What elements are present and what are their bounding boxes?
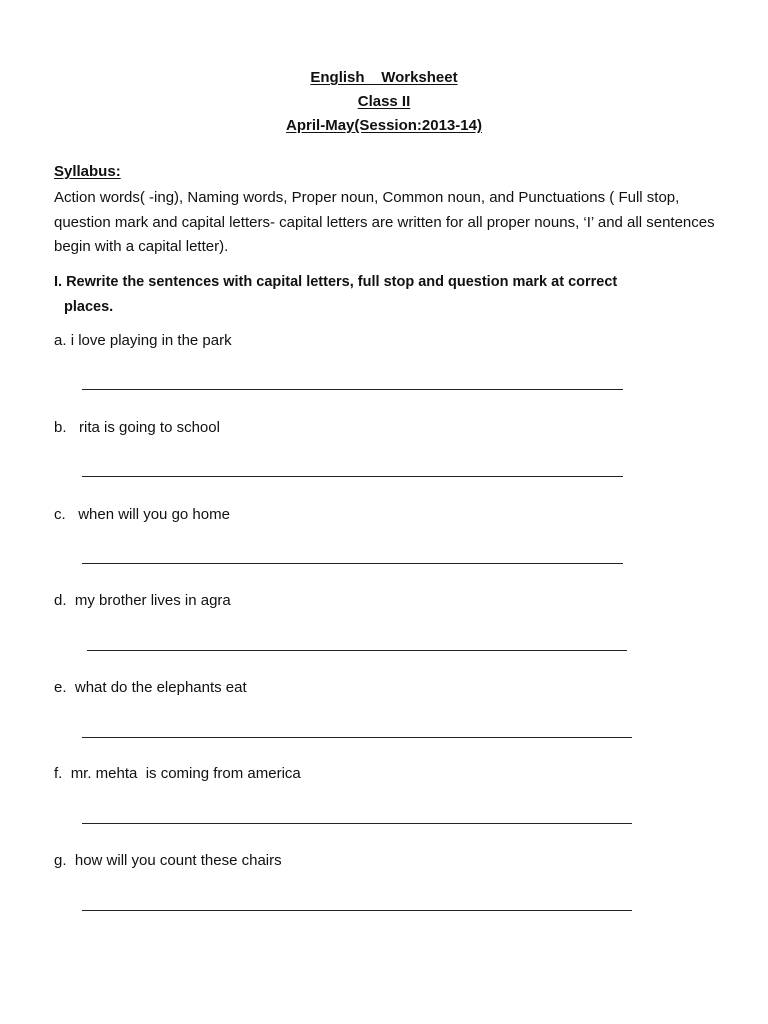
question-label: g. [54,852,67,869]
question-label: f. [54,765,63,782]
syllabus-label: Syllabus: [54,163,121,180]
answer-line-g[interactable] [82,910,632,911]
answer-line-c[interactable] [82,563,623,564]
question-c [54,506,230,523]
instruction-line-2: places. [64,299,114,315]
question-label: a. [54,332,67,349]
section-instruction [54,270,694,320]
question-g [54,852,282,869]
question-a [54,332,232,349]
question-text: what do the elephants eat [74,679,247,696]
question-d [54,592,231,609]
question-f [54,765,301,782]
instruction-line-1: I. Rewrite the sentences with capital letters, full stop and question mark at correct [54,274,618,290]
question-text: how will you count these chairs [74,852,282,869]
answer-line-b[interactable] [82,476,623,477]
answer-line-d[interactable] [87,650,627,651]
answer-line-e[interactable] [82,737,632,738]
worksheet-title: English Worksheet [310,69,458,86]
question-text: my brother lives in agra [74,592,231,609]
question-e [54,679,247,696]
question-label: c. [54,506,66,523]
question-text: rita is going to school [79,419,220,436]
question-text: when will you go home [78,506,230,523]
class-heading: Class II [357,93,411,110]
question-text: i love playing in the park [70,332,232,349]
session-heading: April-May(Session:2013-14) [286,117,482,134]
question-label: e. [54,679,67,696]
syllabus-text: Action words( -ing), Naming words, Proper noun, Common noun, and Punctuations ( Full stop, question mark and capital letters- capital letters are written for all proper nouns, ‘I’ and all sentences begin with a capital letter). [54,189,715,255]
answer-line-a[interactable] [82,389,623,390]
question-b [54,419,220,436]
answer-line-f[interactable] [82,823,632,824]
question-label: b. [54,419,67,436]
question-text: mr. mehta is coming from america [70,765,301,782]
question-label: d. [54,592,67,609]
